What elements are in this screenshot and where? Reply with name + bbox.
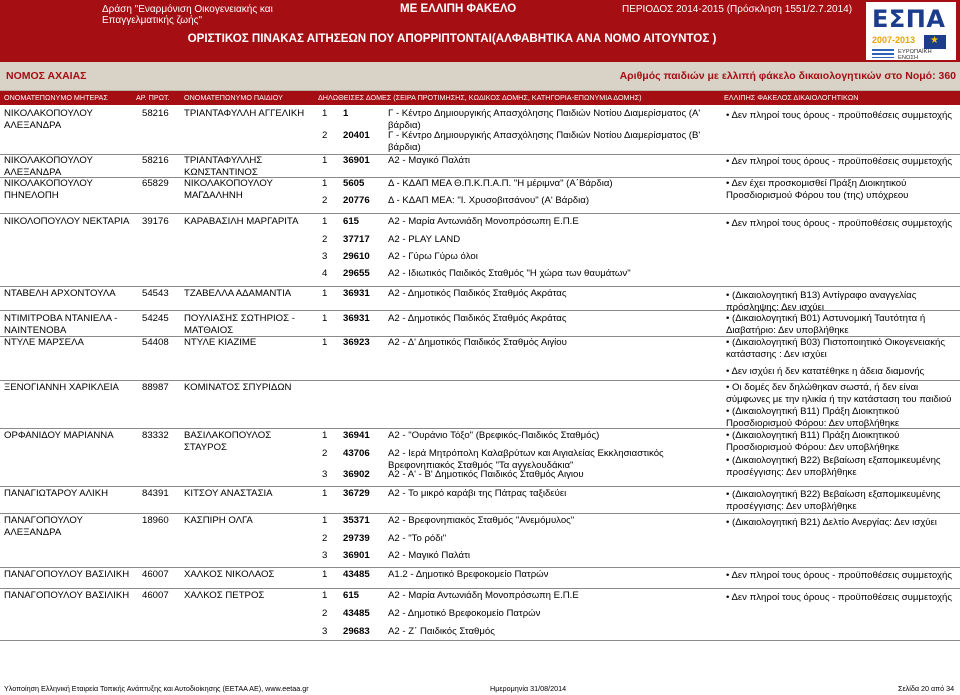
mother-name: ΝΙΚΟΛΑΚΟΠΟΥΛΟΥ ΠΗΝΕΛΟΠΗ <box>4 178 93 201</box>
protocol-number: 58216 <box>142 108 169 119</box>
structure-preference: 1 <box>322 590 328 601</box>
structure-name: Δ - ΚΔΑΠ ΜΕΑ: "Ι. Χρυσοβιτσάνου" (Α' Βάρδια) <box>388 195 590 206</box>
table-row <box>0 108 960 155</box>
structure-preference: 1 <box>322 569 328 580</box>
structure-code: 36901 <box>343 550 370 561</box>
child-name: ΚΑΡΑΒΑΣΙΛΗ ΜΑΡΓΑΡΙΤΑ <box>184 216 299 227</box>
table-row <box>0 216 960 287</box>
structure-preference: 2 <box>322 448 328 459</box>
prefecture-name: ΝΟΜΟΣ ΑΧΑΙΑΣ <box>6 70 87 82</box>
mother-name: ΟΡΦΑΝΙΔΟΥ ΜΑΡΙΑΝΝΑ <box>4 430 114 441</box>
structure-preference: 2 <box>322 130 328 141</box>
structure-preference: 1 <box>322 108 328 119</box>
child-name: ΚΑΣΠΙΡΗ ΟΛΓΑ <box>184 515 253 526</box>
footer-date: Ημερομηνία 31/08/2014 <box>490 684 567 693</box>
rejection-reason: • (Δικαιολογητική Β22) Βεβαίωση εξαπομικευμένης προσέγγισης: Δεν υποβλήθηκε <box>726 455 941 478</box>
prefecture-count: Αριθμός παιδιών με ελλιπή φάκελο δικαιολογητικών στο Νομό: 360 <box>619 70 956 82</box>
rejection-reason: • Δεν έχει προσκομισθεί Πράξη Διοικητικού Προσδιορισμού Φόρου του (της) υπόχρεου <box>726 178 909 201</box>
footer-implementer: Υλοποίηση Ελληνική Εταιρεία Τοπικής Ανάπτυξης και Αυτοδιοίκησης (ΕΕΤΑΑ ΑΕ), www.eetaa.gr <box>4 684 309 693</box>
structure-preference: 1 <box>322 430 328 441</box>
structure-name: Α2 - Γύρω Γύρω όλοι <box>388 251 478 262</box>
mother-name: ΠΑΝΑΓΟΠΟΥΛΟΥ ΒΑΣΙΛΙΚΗ <box>4 569 130 580</box>
file-status-label: ΜΕ ΕΛΛΙΠΗ ΦΑΚΕΛΟ <box>400 3 517 15</box>
structure-preference: 3 <box>322 469 328 480</box>
footer-page: Σελίδα 20 από 34 <box>898 684 955 693</box>
structure-name: Α2 - "Ουράνιο Τόξο" (Βρεφικός-Παιδικός Σταθμός) <box>388 430 600 441</box>
structure-code: 20776 <box>343 195 370 206</box>
structure-preference: 3 <box>322 550 328 561</box>
child-name: ΒΑΣΙΛΑΚΟΠΟΥΛΟΣ ΣΤΑΥΡΟΣ <box>184 430 272 453</box>
table-row <box>0 569 960 589</box>
protocol-number: 84391 <box>142 488 169 499</box>
protocol-number: 46007 <box>142 569 169 580</box>
structure-code: 36902 <box>343 469 370 480</box>
structure-preference: 1 <box>322 288 328 299</box>
structure-code: 36901 <box>343 155 370 166</box>
structure-preference: 1 <box>322 178 328 189</box>
column-header-mother: ΟΝΟΜΑΤΕΠΩΝΥΜΟ ΜΗΤΕΡΑΣ <box>4 93 108 102</box>
mother-name: ΠΑΝΑΓΙΩΤΑΡΟΥ ΑΛΙΚΗ <box>4 488 109 499</box>
protocol-number: 54543 <box>142 288 169 299</box>
mother-name: ΝΤΙΜΙΤΡΟΒΑ ΝΤΑΝΙΕΛΑ - ΝΑΙΝΤΕΝΟΒΑ <box>4 313 118 336</box>
structure-name: Α2 - Βρεφονηπιακός Σταθμός "Ανεμόμυλος" <box>388 515 575 526</box>
period-label: ΠΕΡΙΟΔΟΣ 2014-2015 (Πρόσκληση 1551/2.7.2014) <box>622 4 853 15</box>
protocol-number: 39176 <box>142 216 169 227</box>
structure-name: Α2 - PLAY LAND <box>388 234 461 245</box>
rejection-reason: • (Δικαιολογητική Β13) Αντίγραφο αναγγελίας πρόσληψης: Δεν ισχύει <box>726 290 917 313</box>
structure-code: 615 <box>343 216 360 227</box>
rejection-reason: • Δεν πληροί τους όρους - προϋποθέσεις συμμετοχής <box>726 110 952 121</box>
structure-preference: 2 <box>322 608 328 619</box>
structure-name: Α2 - Μαγικό Παλάτι <box>388 550 471 561</box>
mother-name: ΝΤΥΛΕ ΜΑΡΣΕΛΑ <box>4 337 84 348</box>
structure-name: Α2 - Ιδιωτικός Παιδικός Σταθμός "Η χώρα των θαυμάτων" <box>388 268 631 279</box>
structure-code: 29610 <box>343 251 370 262</box>
child-name: ΝΙΚΟΛΑΚΟΠΟΥΛΟΥ ΜΑΓΔΑΛΗΝΗ <box>184 178 273 201</box>
rejection-reason: • (Δικαιολογητική Β03) Πιστοποιητικό Οικογενειακής κατάστασης : Δεν ισχύει <box>726 337 945 360</box>
structure-code: 615 <box>343 590 360 601</box>
greek-flag-icon <box>872 49 894 58</box>
structure-code: 43706 <box>343 448 370 459</box>
rejection-reason: • Δεν πληροί τους όρους - προϋποθέσεις συμμετοχής <box>726 156 952 167</box>
structure-name: Α2 - Ιερά Μητρόπολη Καλαβρύτων και Αιγιαλείας Εκκλησιαστικός Βρεφονηπιακός Σταθμός "Τα αγγελουδάκια" <box>388 448 664 471</box>
table-row <box>0 337 960 381</box>
rejection-reason: • (Δικαιολογητική Β21) Δελτίο Ανεργίας: Δεν ισχύει <box>726 517 937 528</box>
structure-preference: 2 <box>322 234 328 245</box>
mother-name: ΞΕΝΟΓΙΑΝΝΗ ΧΑΡΙΚΛΕΙΑ <box>4 382 119 393</box>
structure-code: 43485 <box>343 569 370 580</box>
table-row <box>0 430 960 487</box>
structure-name: Α2 - Δημοτικό Βρεφοκομείο Πατρών <box>388 608 541 619</box>
structure-preference: 3 <box>322 626 328 637</box>
protocol-number: 88987 <box>142 382 169 393</box>
structure-name: Α2 - Μαγικό Παλάτι <box>388 155 471 166</box>
column-header-structures: ΔΗΛΩΘΕΙΣΕΣ ΔΟΜΕΣ (ΣΕΙΡΑ ΠΡΟΤΙΜΗΣΗΣ, ΚΩΔΙΚΟΣ ΔΟΜΗΣ, ΚΑΤΗΓΟΡΙΑ-ΕΠΩΝΥΜΙΑ ΔΟΜΗΣ) <box>318 93 642 102</box>
structure-code: 36729 <box>343 488 370 499</box>
mother-name: ΝΙΚΟΛΟΠΟΥΛΟΥ ΝΕΚΤΑΡΙΑ <box>4 216 130 227</box>
structure-code: 36931 <box>343 288 370 299</box>
mother-name: ΝΙΚΟΛΑΚΟΠΟΥΛΟΥ ΑΛΕΞΑΝΔΡΑ <box>4 155 93 178</box>
protocol-number: 54408 <box>142 337 169 348</box>
child-name: ΧΑΛΚΟΣ ΠΕΤΡΟΣ <box>184 590 265 601</box>
espa-logo-caption: ΕΥΡΩΠΑΪΚΗ ΕΝΩΣΗ <box>898 49 932 61</box>
structure-code: 36931 <box>343 313 370 324</box>
structure-code: 20401 <box>343 130 370 141</box>
table-row <box>0 155 960 178</box>
structure-preference: 2 <box>322 195 328 206</box>
structure-name: Α2 - Ζ΄ Παιδικός Σταθμός <box>388 626 495 637</box>
structure-code: 36923 <box>343 337 370 348</box>
structure-code: 35371 <box>343 515 370 526</box>
structure-preference: 1 <box>322 337 328 348</box>
mother-name: ΠΑΝΑΓΟΠΟΥΛΟΥ ΑΛΕΞΑΝΔΡΑ <box>4 515 83 538</box>
espa-logo-text: ΕΣΠΑ <box>872 5 946 33</box>
structure-name: Α2 - Μαρία Αντωνιάδη Μονοπρόσωπη Ε.Π.Ε <box>388 216 579 227</box>
structure-preference: 4 <box>322 268 328 279</box>
child-name: ΝΤΥΛΕ ΚΙΑΖΙΜΕ <box>184 337 257 348</box>
structure-code: 37717 <box>343 234 370 245</box>
mother-name: ΝΤΑΒΕΛΗ ΑΡΧΟΝΤΟΥΛΑ <box>4 288 116 299</box>
protocol-number: 58216 <box>142 155 169 166</box>
structure-code: 1 <box>343 108 349 119</box>
rejection-reason: • Δεν πληροί τους όρους - προϋποθέσεις συμμετοχής <box>726 218 952 229</box>
child-name: ΚΙΤΣΟΥ ΑΝΑΣΤΑΣΙΑ <box>184 488 273 499</box>
rejection-reason: • Οι δομές δεν δηλώθηκαν σωστά, ή δεν είναι σύμφωνες με την ηλικία ή την κατάσταση του παιδιού <box>726 382 952 405</box>
rejection-reason: • (Δικαιολογητική Β22) Βεβαίωση εξαπομικευμένης προσέγγισης: Δεν υποβλήθηκε <box>726 489 941 512</box>
table-row <box>0 488 960 514</box>
structure-name: Α2 - Α' - Β' Δημοτικός Παιδικός Σταθμός Αιγιου <box>388 469 584 480</box>
rejection-reason: • Δεν πληροί τους όρους - προϋποθέσεις συμμετοχής <box>726 592 952 603</box>
column-header-row <box>0 91 960 105</box>
child-name: ΧΑΛΚΟΣ ΝΙΚΟΛΑΟΣ <box>184 569 275 580</box>
table-row <box>0 515 960 568</box>
structure-name: Α2 - Δημοτικός Παιδικός Σταθμός Ακράτας <box>388 288 567 299</box>
structure-preference: 1 <box>322 216 328 227</box>
protocol-number: 83332 <box>142 430 169 441</box>
structure-code: 29655 <box>343 268 370 279</box>
table-row <box>0 178 960 214</box>
protocol-number: 54245 <box>142 313 169 324</box>
child-name: ΚΟΜΙΝΑΤΟΣ ΣΠΥΡΙΔΩΝ <box>184 382 292 393</box>
structure-preference: 1 <box>322 488 328 499</box>
rejection-reason: • (Δικαιολογητική Β01) Αστυνομική Ταυτότητα ή Διαβατήριο: Δεν υποβλήθηκε <box>726 313 926 336</box>
child-name: ΤΡΙΑΝΤΑΦΥΛΛΗΣ ΚΩΝΣΤΑΝΤΙΝΟΣ <box>184 155 263 178</box>
structure-preference: 1 <box>322 515 328 526</box>
program-title: Δράση "Εναρμόνιση Οικογενειακής και Επαγγελματικής ζωής" <box>102 4 273 26</box>
mother-name: ΠΑΝΑΓΟΠΟΥΛΟΥ ΒΑΣΙΛΙΚΗ <box>4 590 130 601</box>
structure-name: Α2 - Δ' Δημοτικός Παιδικός Σταθμός Αιγίου <box>388 337 567 348</box>
rejection-reason: • Δεν ισχύει ή δεν κατατέθηκε η άδεια διαμονής <box>726 366 925 377</box>
structure-name: Γ - Κέντρο Δημιουργικής Απασχόλησης Παιδιών Νοτίου Διαμερίσματος (Α' βάρδια) <box>388 108 701 131</box>
structure-code: 5605 <box>343 178 365 189</box>
structure-name: Α2 - Δημοτικός Παιδικός Σταθμός Ακράτας <box>388 313 567 324</box>
structure-preference: 1 <box>322 313 328 324</box>
espa-logo-years: 2007-2013 <box>872 35 916 45</box>
structure-name: Α2 - Το μικρό καράβι της Πάτρας ταξιδεύει <box>388 488 567 499</box>
child-name: ΤΖΑΒΕΛΛΑ ΑΔΑΜΑΝΤΙΑ <box>184 288 292 299</box>
structure-name: Α2 - Μαρία Αντωνιάδη Μονοπρόσωπη Ε.Π.Ε <box>388 590 579 601</box>
column-header-child: ΟΝΟΜΑΤΕΠΩΝΥΜΟ ΠΑΙΔΙΟΥ <box>184 93 283 102</box>
structure-name: Γ - Κέντρο Δημιουργικής Απασχόλησης Παιδιών Νοτίου Διαμερίσματος (Β' βάρδια) <box>388 130 701 153</box>
structure-name: Δ - ΚΔΑΠ ΜΕΑ Θ.Π.Κ.Π.Α.Π. "Η μέριμνα" (Α΄Βάρδια) <box>388 178 613 189</box>
structure-preference: 3 <box>322 251 328 262</box>
mother-name: ΝΙΚΟΛΑΚΟΠΟΥΛΟΥ ΑΛΕΞΑΝΔΡΑ <box>4 108 93 131</box>
column-header-reasons: ΕΛΛΙΠΗΣ ΦΑΚΕΛΟΣ ΔΙΚΑΙΟΛΟΓΗΤΙΚΩΝ <box>724 93 859 102</box>
structure-preference: 2 <box>322 533 328 544</box>
table-row <box>0 590 960 641</box>
eu-flag-icon <box>924 35 946 49</box>
table-row <box>0 382 960 429</box>
protocol-number: 65829 <box>142 178 169 189</box>
column-header-protocol: ΑΡ. ΠΡΩΤ. <box>136 93 170 102</box>
rejection-reason: • Δεν πληροί τους όρους - προϋποθέσεις συμμετοχής <box>726 570 952 581</box>
document-title: ΟΡΙΣΤΙΚΟΣ ΠΙΝΑΚΑΣ ΑΙΤΗΣΕΩΝ ΠΟΥ ΑΠΟΡΡΙΠΤΟΝΤΑΙ(ΑΛΦΑΒΗΤΙΚΑ ΑΝΑ ΝΟΜΟ ΑΙΤΟΥΝΤΟΣ ) <box>187 32 717 45</box>
espa-logo <box>866 2 956 60</box>
protocol-number: 46007 <box>142 590 169 601</box>
structure-name: Α1.2 - Δημοτικό Βρεφοκομείο Πατρών <box>388 569 549 580</box>
table-row <box>0 313 960 337</box>
rejection-reason: • (Δικαιολογητική Β11) Πράξη Διοικητικού Προσδιορισμού Φόρου: Δεν υποβλήθηκε <box>726 430 900 453</box>
document-header <box>0 0 960 62</box>
protocol-number: 18960 <box>142 515 169 526</box>
structure-name: Α2 - "Το ρόδι" <box>388 533 447 544</box>
rejection-reason: • (Δικαιολογητική Β11) Πράξη Διοικητικού Προσδιορισμού Φόρου: Δεν υποβλήθηκε <box>726 406 900 429</box>
structure-code: 36941 <box>343 430 370 441</box>
child-name: ΠΟΥΛΙΑΣΗΣ ΣΩΤΗΡΙΟΣ - ΜΑΤΘΑΙΟΣ <box>184 313 295 336</box>
child-name: ΤΡΙΑΝΤΑΦΥΛΛΗ ΑΓΓΕΛΙΚΗ <box>184 108 305 119</box>
table-row <box>0 288 960 311</box>
prefecture-band <box>0 62 960 91</box>
structure-preference: 1 <box>322 155 328 166</box>
structure-code: 43485 <box>343 608 370 619</box>
structure-code: 29739 <box>343 533 370 544</box>
structure-code: 29683 <box>343 626 370 637</box>
